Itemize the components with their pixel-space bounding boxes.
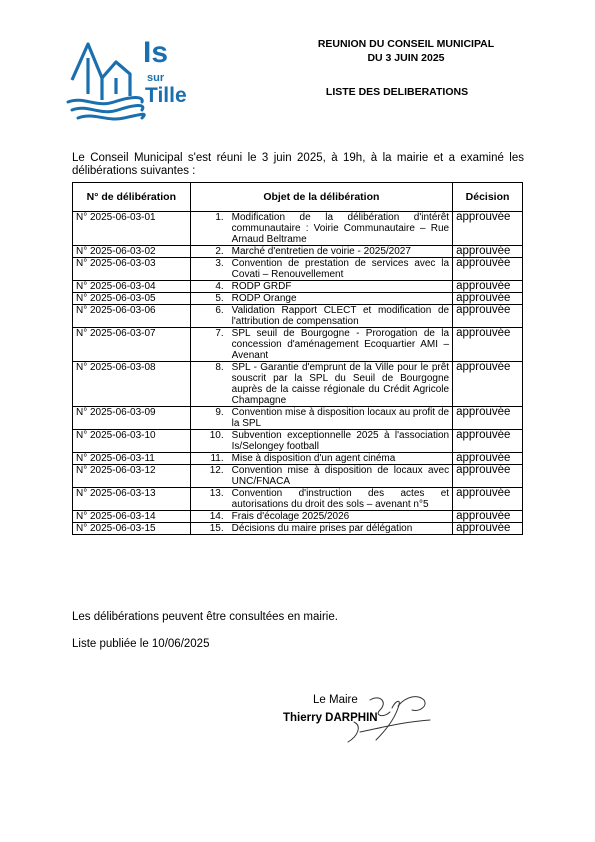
row-decision: approuvée bbox=[453, 305, 523, 328]
row-index: 2. bbox=[215, 246, 224, 257]
row-object: RODP Orange bbox=[231, 293, 297, 304]
signatory-name: Thierry DARPHIN bbox=[283, 712, 378, 724]
row-object: Convention d'instruction des actes et autorisations du droit des sols – avenant n°5 bbox=[231, 488, 450, 510]
deliberations-table bbox=[72, 182, 523, 535]
row-num: N° 2025-06-03-05 bbox=[73, 293, 191, 305]
table-row bbox=[73, 212, 523, 246]
row-object: Subvention exceptionnelle 2025 à l'association Is/Selongey football bbox=[231, 430, 450, 452]
row-object: Convention mise à disposition locaux au profit de la SPL bbox=[231, 407, 450, 429]
row-obj bbox=[190, 293, 452, 305]
row-obj bbox=[190, 362, 452, 407]
row-num: N° 2025-06-03-08 bbox=[73, 362, 191, 407]
row-decision: approuvée bbox=[453, 488, 523, 511]
row-index: 10. bbox=[209, 430, 224, 441]
header-num: N° de délibération bbox=[73, 183, 191, 212]
row-decision: approuvée bbox=[453, 212, 523, 246]
row-object: Convention mise à disposition de locaux avec UNC/FNACA bbox=[231, 465, 450, 487]
row-num: N° 2025-06-03-14 bbox=[73, 511, 191, 523]
document-title bbox=[301, 37, 511, 65]
table-row bbox=[73, 328, 523, 362]
row-decision: approuvée bbox=[453, 453, 523, 465]
row-num: N° 2025-06-03-01 bbox=[73, 212, 191, 246]
row-num: N° 2025-06-03-04 bbox=[73, 281, 191, 293]
row-decision: approuvée bbox=[453, 293, 523, 305]
table-header-row bbox=[73, 183, 523, 212]
table-row bbox=[73, 488, 523, 511]
row-object: RODP GRDF bbox=[231, 281, 292, 292]
document-subtitle: LISTE DES DELIBERATIONS bbox=[325, 86, 469, 98]
row-index: 1. bbox=[215, 212, 224, 223]
publication-date: Liste publiée le 10/06/2025 bbox=[72, 638, 210, 650]
row-object: SPL - Garantie d'emprunt de la Ville pour le prêt souscrit par la SPL du Seuil de Bourgogne auprès de la caisse régionale du Crédit Agricole Champagne bbox=[231, 362, 450, 406]
row-object: Modification de la délibération d'intérêt communautaire : Voirie Communautaire – Rue Arnaud Beltrame bbox=[231, 212, 450, 245]
row-decision: approuvée bbox=[453, 523, 523, 535]
row-decision: approuvée bbox=[453, 465, 523, 488]
row-obj bbox=[190, 523, 452, 535]
table-row bbox=[73, 407, 523, 430]
row-obj bbox=[190, 246, 452, 258]
table-row bbox=[73, 258, 523, 281]
row-num: N° 2025-06-03-10 bbox=[73, 430, 191, 453]
row-obj bbox=[190, 328, 452, 362]
row-object: Frais d'écolage 2025/2026 bbox=[231, 511, 350, 522]
logo-text-tille: Tille bbox=[145, 84, 187, 107]
row-obj bbox=[190, 511, 452, 523]
row-num: N° 2025-06-03-15 bbox=[73, 523, 191, 535]
row-num: N° 2025-06-03-09 bbox=[73, 407, 191, 430]
handwritten-signature-icon bbox=[340, 692, 440, 746]
row-obj bbox=[190, 430, 452, 453]
row-obj bbox=[190, 488, 452, 511]
row-decision: approuvée bbox=[453, 258, 523, 281]
table-row bbox=[73, 305, 523, 328]
row-decision: approuvée bbox=[453, 430, 523, 453]
row-num: N° 2025-06-03-02 bbox=[73, 246, 191, 258]
table-row bbox=[73, 453, 523, 465]
row-num: N° 2025-06-03-11 bbox=[73, 453, 191, 465]
row-object: Validation Rapport CLECT et modification de l'attribution de compensation bbox=[231, 305, 450, 327]
row-object: Mise à disposition d'un agent cinéma bbox=[231, 453, 396, 464]
row-index: 14. bbox=[209, 511, 224, 522]
table-row bbox=[73, 362, 523, 407]
table-row bbox=[73, 281, 523, 293]
row-decision: approuvée bbox=[453, 246, 523, 258]
row-obj bbox=[190, 465, 452, 488]
row-obj bbox=[190, 212, 452, 246]
row-obj bbox=[190, 281, 452, 293]
row-num: N° 2025-06-03-13 bbox=[73, 488, 191, 511]
title-line-2: DU 3 JUIN 2025 bbox=[367, 52, 445, 64]
row-obj bbox=[190, 453, 452, 465]
title-line-1: REUNION DU CONSEIL MUNICIPAL bbox=[317, 38, 495, 50]
row-object: Convention de prestation de services avec la Covati – Renouvellement bbox=[231, 258, 450, 280]
row-obj bbox=[190, 305, 452, 328]
row-num: N° 2025-06-03-12 bbox=[73, 465, 191, 488]
row-index: 11. bbox=[210, 453, 224, 464]
row-decision: approuvée bbox=[453, 281, 523, 293]
logo-text-sur: sur bbox=[147, 72, 165, 84]
signatory-role: Le Maire bbox=[313, 694, 358, 706]
row-index: 8. bbox=[215, 362, 224, 373]
row-decision: approuvée bbox=[453, 328, 523, 362]
row-decision: approuvée bbox=[453, 407, 523, 430]
intro-paragraph: Le Conseil Municipal s'est réuni le 3 juin 2025, à 19h, à la mairie et a examiné les délibérations suivantes : bbox=[72, 152, 524, 177]
row-index: 12. bbox=[209, 465, 224, 476]
table-row bbox=[73, 465, 523, 488]
row-object: Marché d'entretien de voirie - 2025/2027 bbox=[231, 246, 411, 257]
logo-text-is: Is bbox=[143, 36, 169, 69]
row-obj bbox=[190, 407, 452, 430]
header-obj: Objet de la délibération bbox=[190, 183, 452, 212]
row-index: 15. bbox=[209, 523, 224, 534]
table-row bbox=[73, 430, 523, 453]
row-object: Décisions du maire prises par délégation bbox=[231, 523, 413, 534]
row-index: 4. bbox=[215, 281, 224, 292]
row-index: 6. bbox=[215, 305, 224, 316]
row-num: N° 2025-06-03-03 bbox=[73, 258, 191, 281]
row-num: N° 2025-06-03-06 bbox=[73, 305, 191, 328]
row-index: 7. bbox=[215, 328, 224, 339]
row-index: 13. bbox=[209, 488, 224, 499]
table-row bbox=[73, 511, 523, 523]
row-index: 5. bbox=[215, 293, 224, 304]
row-index: 9. bbox=[215, 407, 224, 418]
row-object: SPL seuil de Bourgogne - Prorogation de la concession d'aménagement Ecoquartier AMI – Avenant bbox=[231, 328, 450, 361]
table-row bbox=[73, 523, 523, 535]
row-num: N° 2025-06-03-07 bbox=[73, 328, 191, 362]
row-decision: approuvée bbox=[453, 362, 523, 407]
header-dec: Décision bbox=[453, 183, 523, 212]
row-obj bbox=[190, 258, 452, 281]
row-decision: approuvée bbox=[453, 511, 523, 523]
consult-note: Les délibérations peuvent être consultées en mairie. bbox=[72, 611, 338, 623]
row-index: 3. bbox=[215, 258, 224, 269]
table-row bbox=[73, 293, 523, 305]
table-row bbox=[73, 246, 523, 258]
